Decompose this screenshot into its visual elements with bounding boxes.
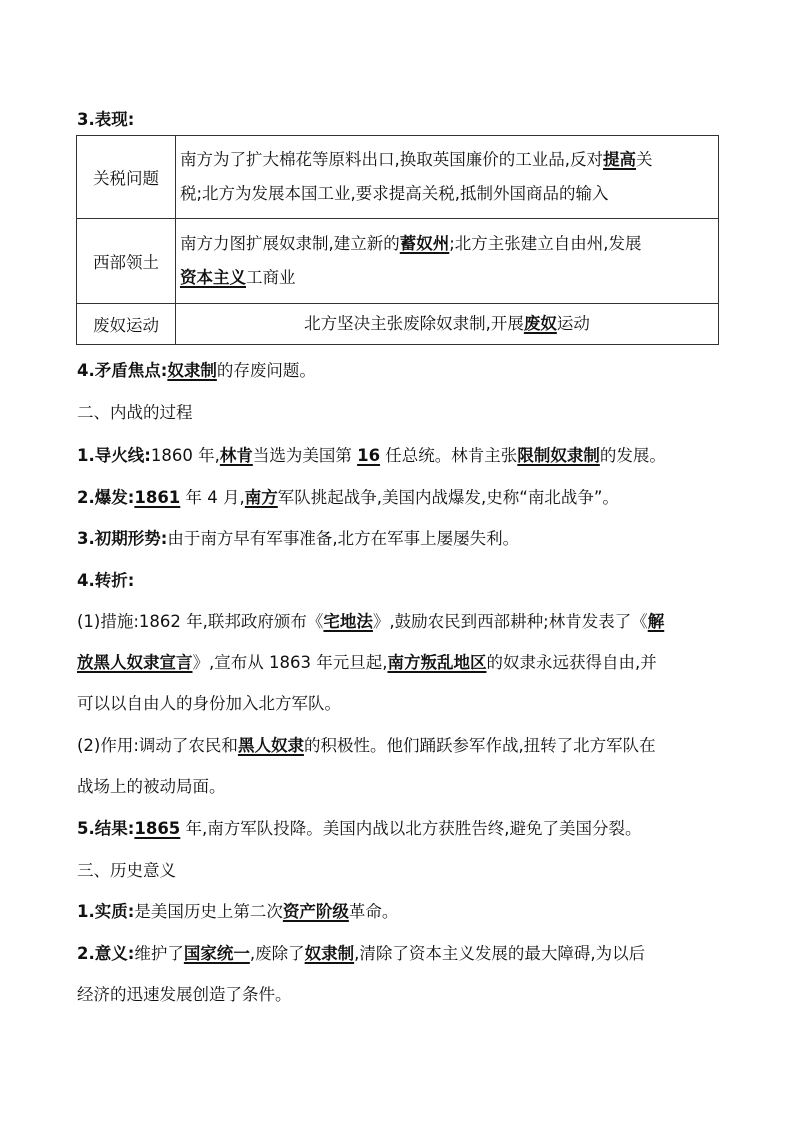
paragraph-effect-line-2: 战场上的被动局面。 — [77, 777, 226, 796]
text: 北方坚决主张废除奴隶制,开展 — [304, 314, 524, 333]
key-term: 奴隶制 — [167, 361, 217, 380]
key-term: 限制奴隶制 — [517, 446, 600, 465]
paragraph-fuse — [77, 442, 666, 466]
paragraph-outbreak — [77, 484, 619, 508]
paragraph-effect — [77, 732, 656, 756]
text: 》,宣布从 1863 年元旦起, — [192, 653, 388, 672]
text: 的奴隶永远获得自由,并 — [486, 653, 657, 672]
key-term: 解 — [647, 612, 665, 631]
text: 由于南方早有军事准备,北方在军事上屡屡失利。 — [167, 529, 520, 548]
key-term: 蓄奴州 — [399, 234, 450, 253]
table-key-cell: 西部领土 — [77, 219, 176, 304]
key-term: 南方 — [244, 488, 278, 507]
text: 关 — [636, 150, 653, 169]
text: ,清除了资本主义发展的最大障碍,为以后 — [354, 944, 646, 963]
text: 运动 — [556, 314, 590, 333]
text: 是美国历史上第二次 — [134, 902, 283, 921]
table-cell-line — [180, 227, 714, 261]
key-term: 宅地法 — [323, 612, 373, 631]
paragraph-measures-line-2 — [77, 649, 657, 673]
item-label: 1.实质: — [77, 902, 135, 921]
text: ,废除了 — [249, 944, 305, 963]
key-term: 1861 — [134, 488, 181, 507]
item-label: 1.导火线: — [77, 446, 151, 465]
paragraph-measures-line-3: 可以以自由人的身份加入北方军队。 — [77, 694, 341, 713]
text: 南方为了扩大棉花等原料出口,换取英国廉价的工业品,反对 — [180, 150, 603, 169]
text: (1)措施:1862 年,联邦政府颁布《 — [77, 612, 324, 631]
text: 当选为美国第 — [252, 446, 358, 465]
text: 的存废问题。 — [216, 361, 316, 380]
table-row — [77, 304, 719, 345]
text: 年 4 月, — [180, 488, 245, 507]
item-label: 5.结果: — [77, 819, 135, 838]
table-value-cell — [176, 136, 719, 219]
text: 的积极性。他们踊跃参军作战,扭转了北方军队在 — [303, 736, 656, 755]
paragraph-meaning — [77, 940, 645, 964]
text: ;北方主张建立自由州,发展 — [449, 234, 642, 253]
key-term: 黑人奴隶 — [237, 736, 304, 755]
text: 1860 年, — [150, 446, 220, 465]
table-cell-line — [180, 261, 714, 295]
section-heading-performance: 3.表现: — [77, 110, 135, 129]
key-term: 奴隶制 — [304, 944, 355, 963]
table-value-cell — [176, 304, 719, 345]
table-row — [77, 136, 719, 219]
key-term: 林肯 — [219, 446, 253, 465]
table-row — [77, 219, 719, 304]
key-term: 资本主义 — [180, 268, 246, 287]
key-term: 废奴 — [523, 314, 557, 333]
text: 年,南方军队投降。美国内战以北方获胜告终,避免了美国分裂。 — [180, 819, 642, 838]
section-heading-war-process: 二、内战的过程 — [77, 403, 193, 422]
paragraph-initial-situation — [77, 525, 519, 549]
text: 任总统。林肯主张 — [380, 446, 518, 465]
paragraph-meaning-line-2: 经济的迅速发展创造了条件。 — [77, 985, 292, 1004]
paragraph-result — [77, 815, 642, 839]
key-term: 16 — [357, 446, 381, 465]
item-label: 2.意义: — [77, 944, 135, 963]
key-term: 南方叛乱地区 — [387, 653, 487, 672]
text: 军队挑起战争,美国内战爆发,史称“南北战争”。 — [277, 488, 619, 507]
text: (2)作用:调动了农民和 — [77, 736, 238, 755]
table-value-cell — [176, 219, 719, 304]
table-cell-line — [180, 143, 714, 177]
text: 的发展。 — [599, 446, 666, 465]
key-term: 1865 — [134, 819, 181, 838]
item-label: 4.矛盾焦点: — [77, 361, 168, 380]
paragraph-turning-point: 4.转折: — [77, 571, 135, 590]
text: 》,鼓励农民到西部耕种;林肯发表了《 — [372, 612, 648, 631]
text: 工商业 — [246, 268, 296, 287]
key-term: 放黑人奴隶宣言 — [77, 653, 193, 672]
paragraph-essence — [77, 898, 398, 922]
item-label: 3.初期形势: — [77, 529, 168, 548]
table-key-cell: 关税问题 — [77, 136, 176, 219]
section-heading-significance: 三、历史意义 — [77, 861, 176, 880]
text: 南方力图扩展奴隶制,建立新的 — [180, 234, 400, 253]
table-cell-line: 税;北方为发展本国工业,要求提高关税,抵制外国商品的输入 — [180, 184, 609, 203]
item-label: 2.爆发: — [77, 488, 135, 507]
text: 维护了 — [134, 944, 184, 963]
paragraph-contradiction-focus — [77, 357, 316, 381]
table-key-cell: 废奴运动 — [77, 304, 176, 345]
key-term: 国家统一 — [183, 944, 250, 963]
paragraph-measures — [77, 608, 664, 632]
comparison-table — [76, 135, 719, 345]
key-term: 提高 — [603, 150, 636, 169]
key-term: 资产阶级 — [282, 902, 349, 921]
text: 革命。 — [348, 902, 399, 921]
